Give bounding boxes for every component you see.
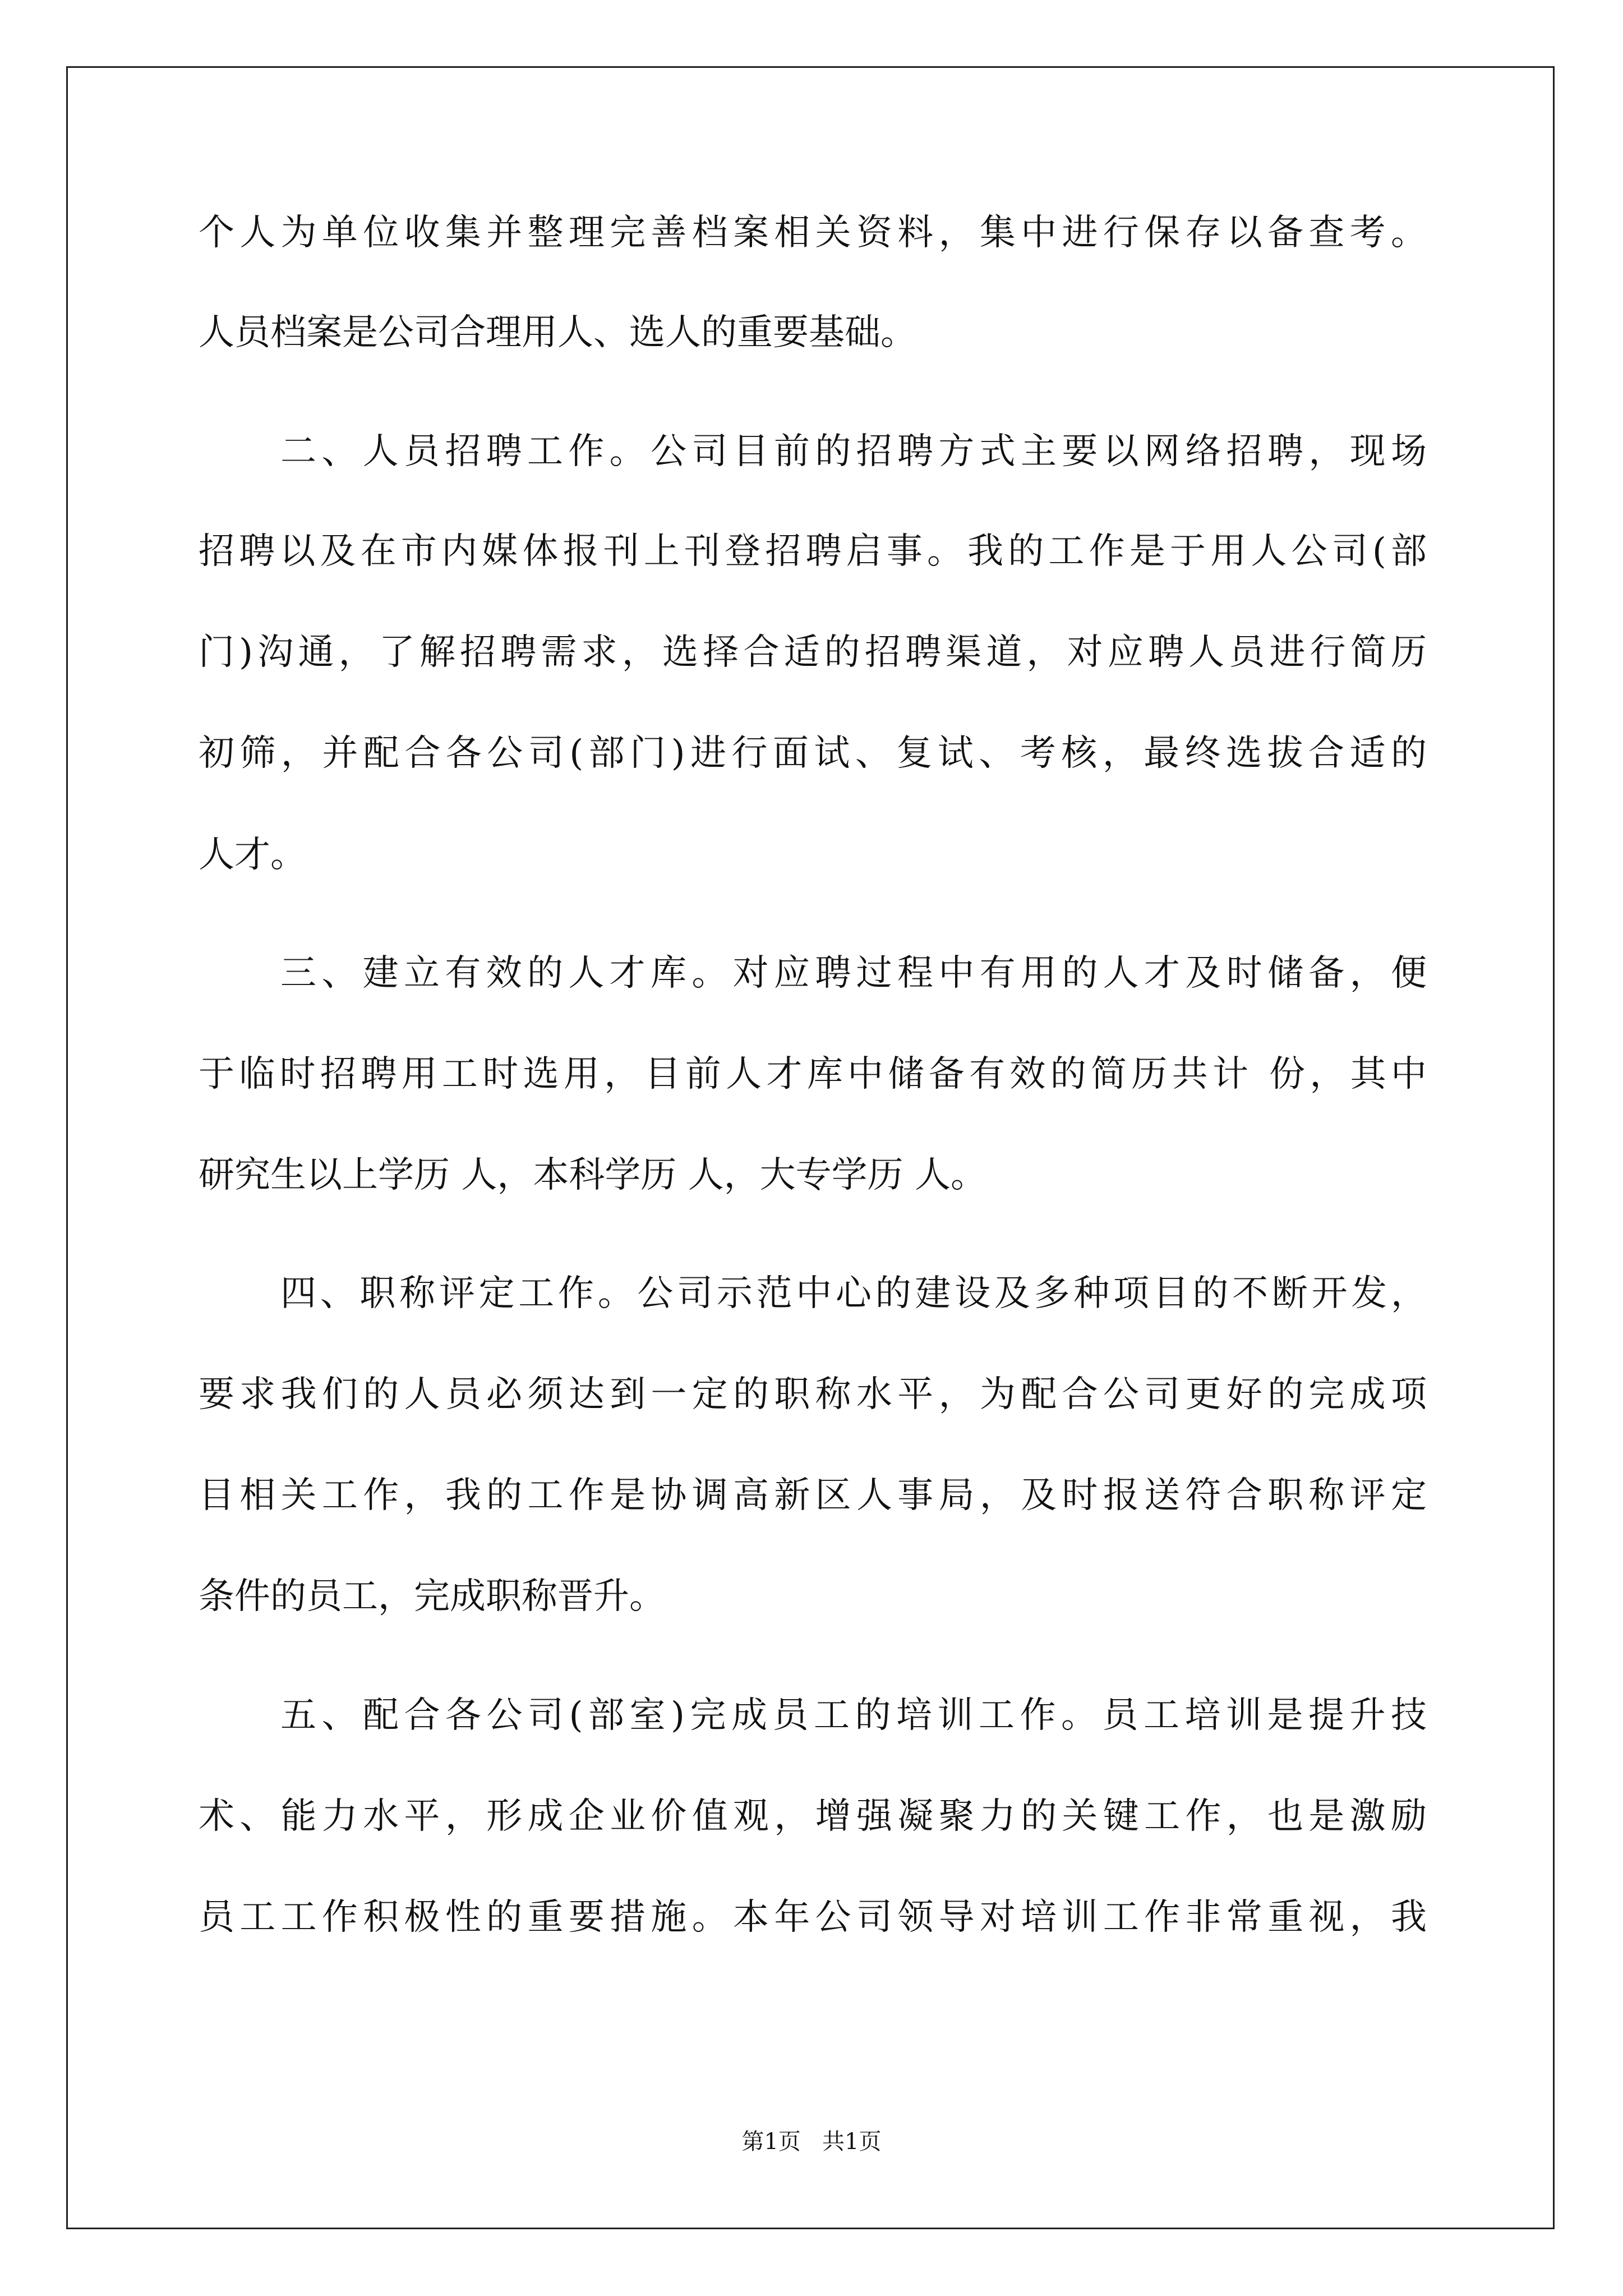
text-line: 招聘以及在市内媒体报刊上刊登招聘启事。我的工作是于用人公司(部	[199, 531, 1427, 572]
paragraph-heading-line: 四、职称评定工作。公司示范中心的建设及多种项目的不断开发，	[280, 1273, 1427, 1314]
page-number-footer: 第1页 共1页	[741, 2129, 882, 2155]
text-line: 个人为单位收集并整理完善档案相关资料，集中进行保存以备查考。	[199, 212, 1427, 254]
paragraph-heading-line: 五、配合各公司(部室)完成员工的培训工作。员工培训是提升技	[280, 1695, 1427, 1736]
text-line: 研究生以上学历 人，本科学历 人，大专学历 人。	[199, 1154, 987, 1196]
text-line: 员工工作积极性的重要措施。本年公司领导对培训工作非常重视，我	[199, 1897, 1427, 1938]
text-line: 术、能力水平，形成企业价值观，增强凝聚力的关键工作，也是激励	[199, 1796, 1427, 1837]
text-line: 门)沟通，了解招聘需求，选择合适的招聘渠道，对应聘人员进行简历	[199, 632, 1427, 673]
text-line: 要求我们的人员必须达到一定的职称水平，为配合公司更好的完成项	[199, 1374, 1427, 1415]
text-line: 于临时招聘用工时选用，目前人才库中储备有效的简历共计 份，其中	[199, 1053, 1427, 1095]
paragraph-heading-line: 二、人员招聘工作。公司目前的招聘方式主要以网络招聘，现场	[280, 431, 1427, 472]
text-line: 初筛，并配合各公司(部门)进行面试、复试、考核，最终选拔合适的	[199, 733, 1427, 774]
text-line: 人员档案是公司合理用人、选人的重要基础。	[199, 312, 916, 353]
text-line: 人才。	[199, 834, 306, 876]
text-line: 目相关工作，我的工作是协调高新区人事局，及时报送符合职称评定	[199, 1475, 1427, 1516]
text-line: 条件的员工，完成职称晋升。	[199, 1576, 665, 1617]
paragraph-heading-line: 三、建立有效的人才库。对应聘过程中有用的人才及时储备，便	[280, 953, 1427, 994]
